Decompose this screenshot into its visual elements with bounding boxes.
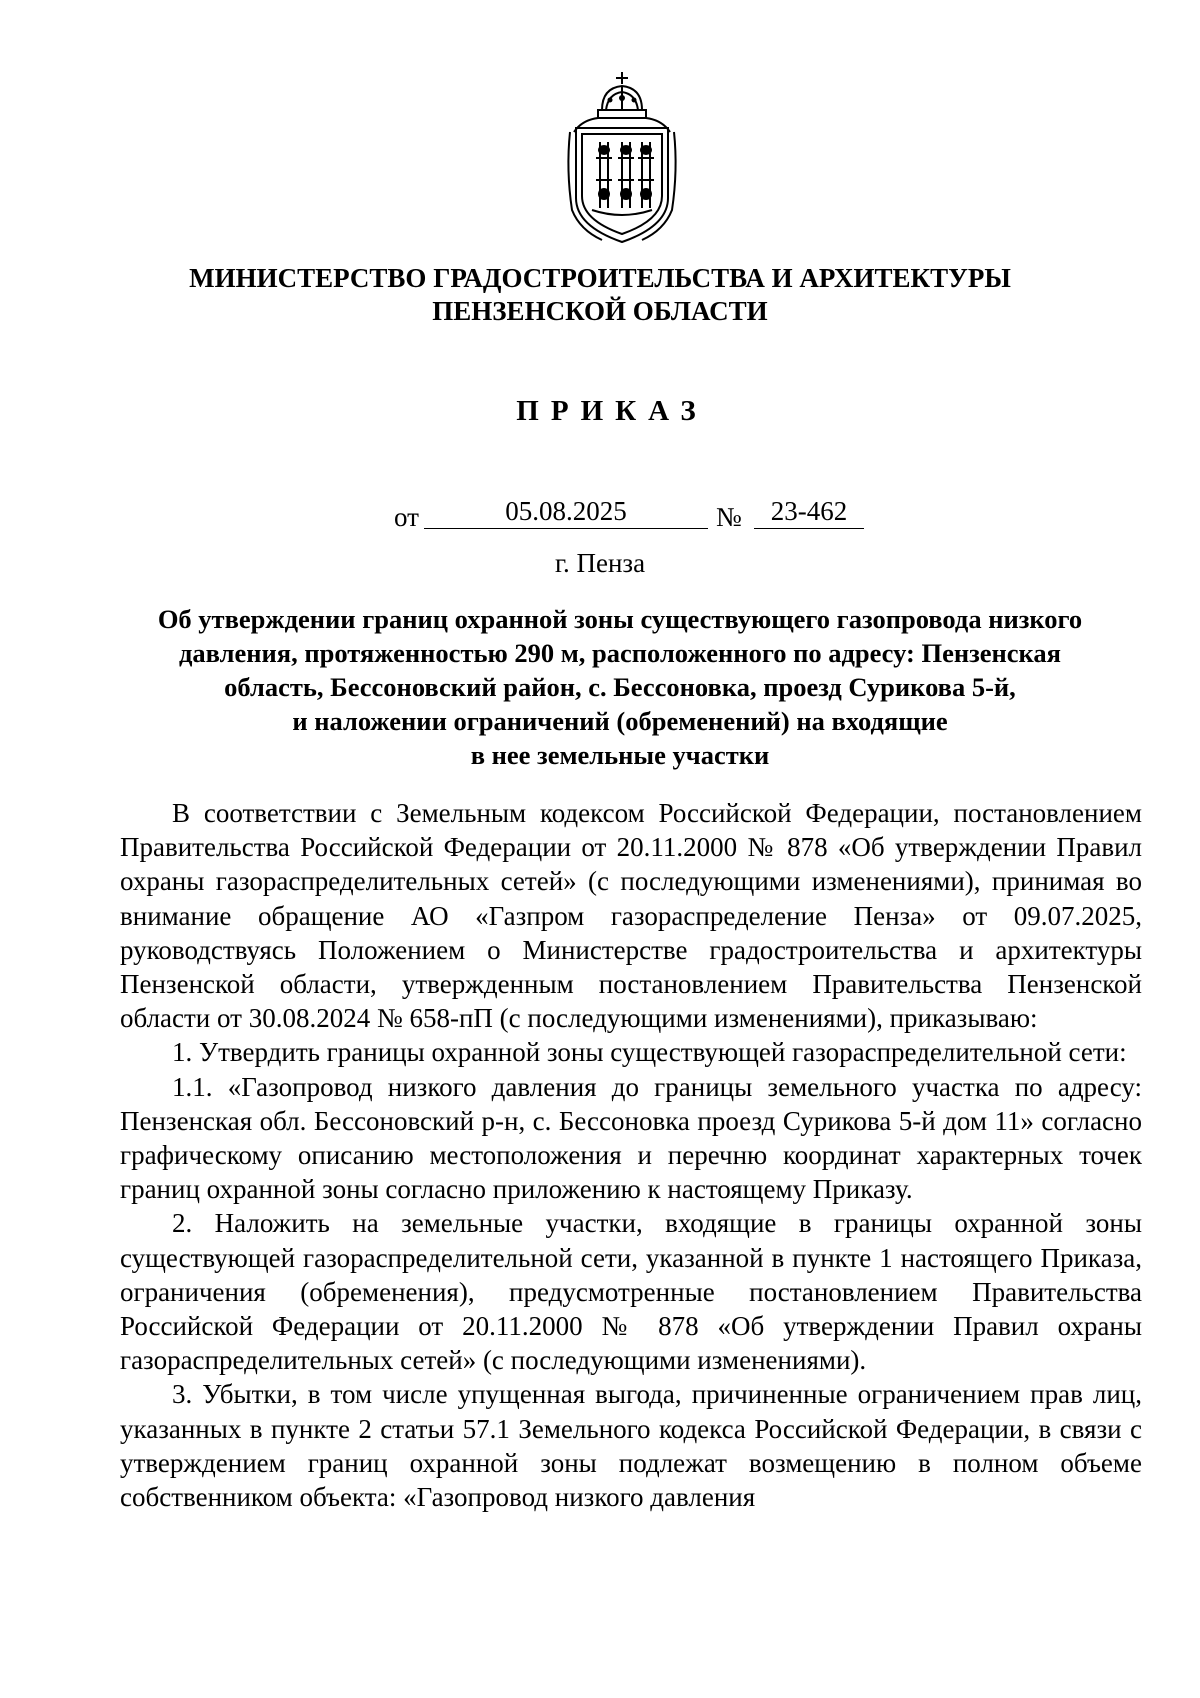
item-1-paragraph: 1. Утвердить границы охранной зоны существующей газораспределительной сети: bbox=[172, 1037, 1127, 1068]
ministry-name-line1: МИНИСТЕРСТВО ГРАДОСТРОИТЕЛЬСТВА И АРХИТЕКТУРЫ bbox=[189, 263, 1011, 293]
item-1-1-paragraph: 1.1. «Газопровод низкого давления до границы земельного участка по адресу: Пензенская обл. Бессоновский р-н, с. Бессоновка проезд Сурикова 5-й дом 11» согласно графическому описанию местоположения и перечню координат характерных точек границ охранной зоны согласно приложению к настоящему Приказу. bbox=[120, 1071, 1142, 1205]
ministry-name-line2: ПЕНЗЕНСКОЙ ОБЛАСТИ bbox=[432, 296, 768, 326]
subject-line1: Об утверждении границ охранной зоны существующего газопровода низкого bbox=[157, 604, 1083, 634]
subject-line3: область, Бессоновский район, с. Бессоновка, проезд Сурикова 5-й, bbox=[224, 672, 1016, 702]
order-date: 05.08.2025 bbox=[424, 496, 708, 529]
preamble-paragraph: В соответствии с Земельным кодексом Российской Федерации, постановлением Правительства Российской Федерации от 20.11.2000 № 878 «Об утверждении Правил охраны газораспределительных сетей» (с последующими изменениями), принимая во внимание обращение АО «Газпром газораспределение Пенза» от 09.07.2025, руководствуясь Положением о Министерстве градостроительства и архитектуры Пензенской области, утвержденным постановлением Правительства Пензенской области от 30.08.2024 № 658-пП (с последующими изменениями), приказываю: bbox=[120, 798, 1142, 1034]
document-type: ПРИКАЗ bbox=[516, 395, 708, 427]
order-subject bbox=[120, 602, 1120, 772]
from-label: от bbox=[394, 502, 419, 532]
city: г. Пенза bbox=[554, 548, 646, 578]
item-3-paragraph: 3. Убытки, в том числе упущенная выгода, причиненные ограничением прав лиц, указанных в пункте 2 статьи 57.1 Земельного кодекса Российской Федерации, в связи с утверждением границ охранной зоны подлежат возмещению в полном объеме собственником объекта: «Газопровод низкого давления bbox=[120, 1379, 1142, 1513]
subject-line5: в нее земельные участки bbox=[470, 740, 770, 770]
order-date-number-line bbox=[0, 496, 1200, 536]
order-number: 23-462 bbox=[754, 496, 864, 529]
ministry-name bbox=[100, 262, 1100, 328]
item-2-paragraph: 2. Наложить на земельные участки, входящие в границы охранной зоны существующей газораспределительной сети, указанной в пункте 1 настоящего Приказа, ограничения (обременения), предусмотренные постановлением Правительства Российской Федерации от 20.11.2000 № 878 «Об утверждении Правил охраны газораспределительных сетей» (с последующими изменениями). bbox=[120, 1208, 1142, 1376]
number-label: № bbox=[716, 502, 742, 532]
coat-of-arms-emblem bbox=[562, 70, 682, 250]
subject-line4: и наложении ограничений (обременений) на входящие bbox=[292, 706, 948, 736]
subject-line2: давления, протяженностью 290 м, расположенного по адресу: Пензенская bbox=[178, 638, 1061, 668]
order-body bbox=[120, 796, 1142, 1514]
